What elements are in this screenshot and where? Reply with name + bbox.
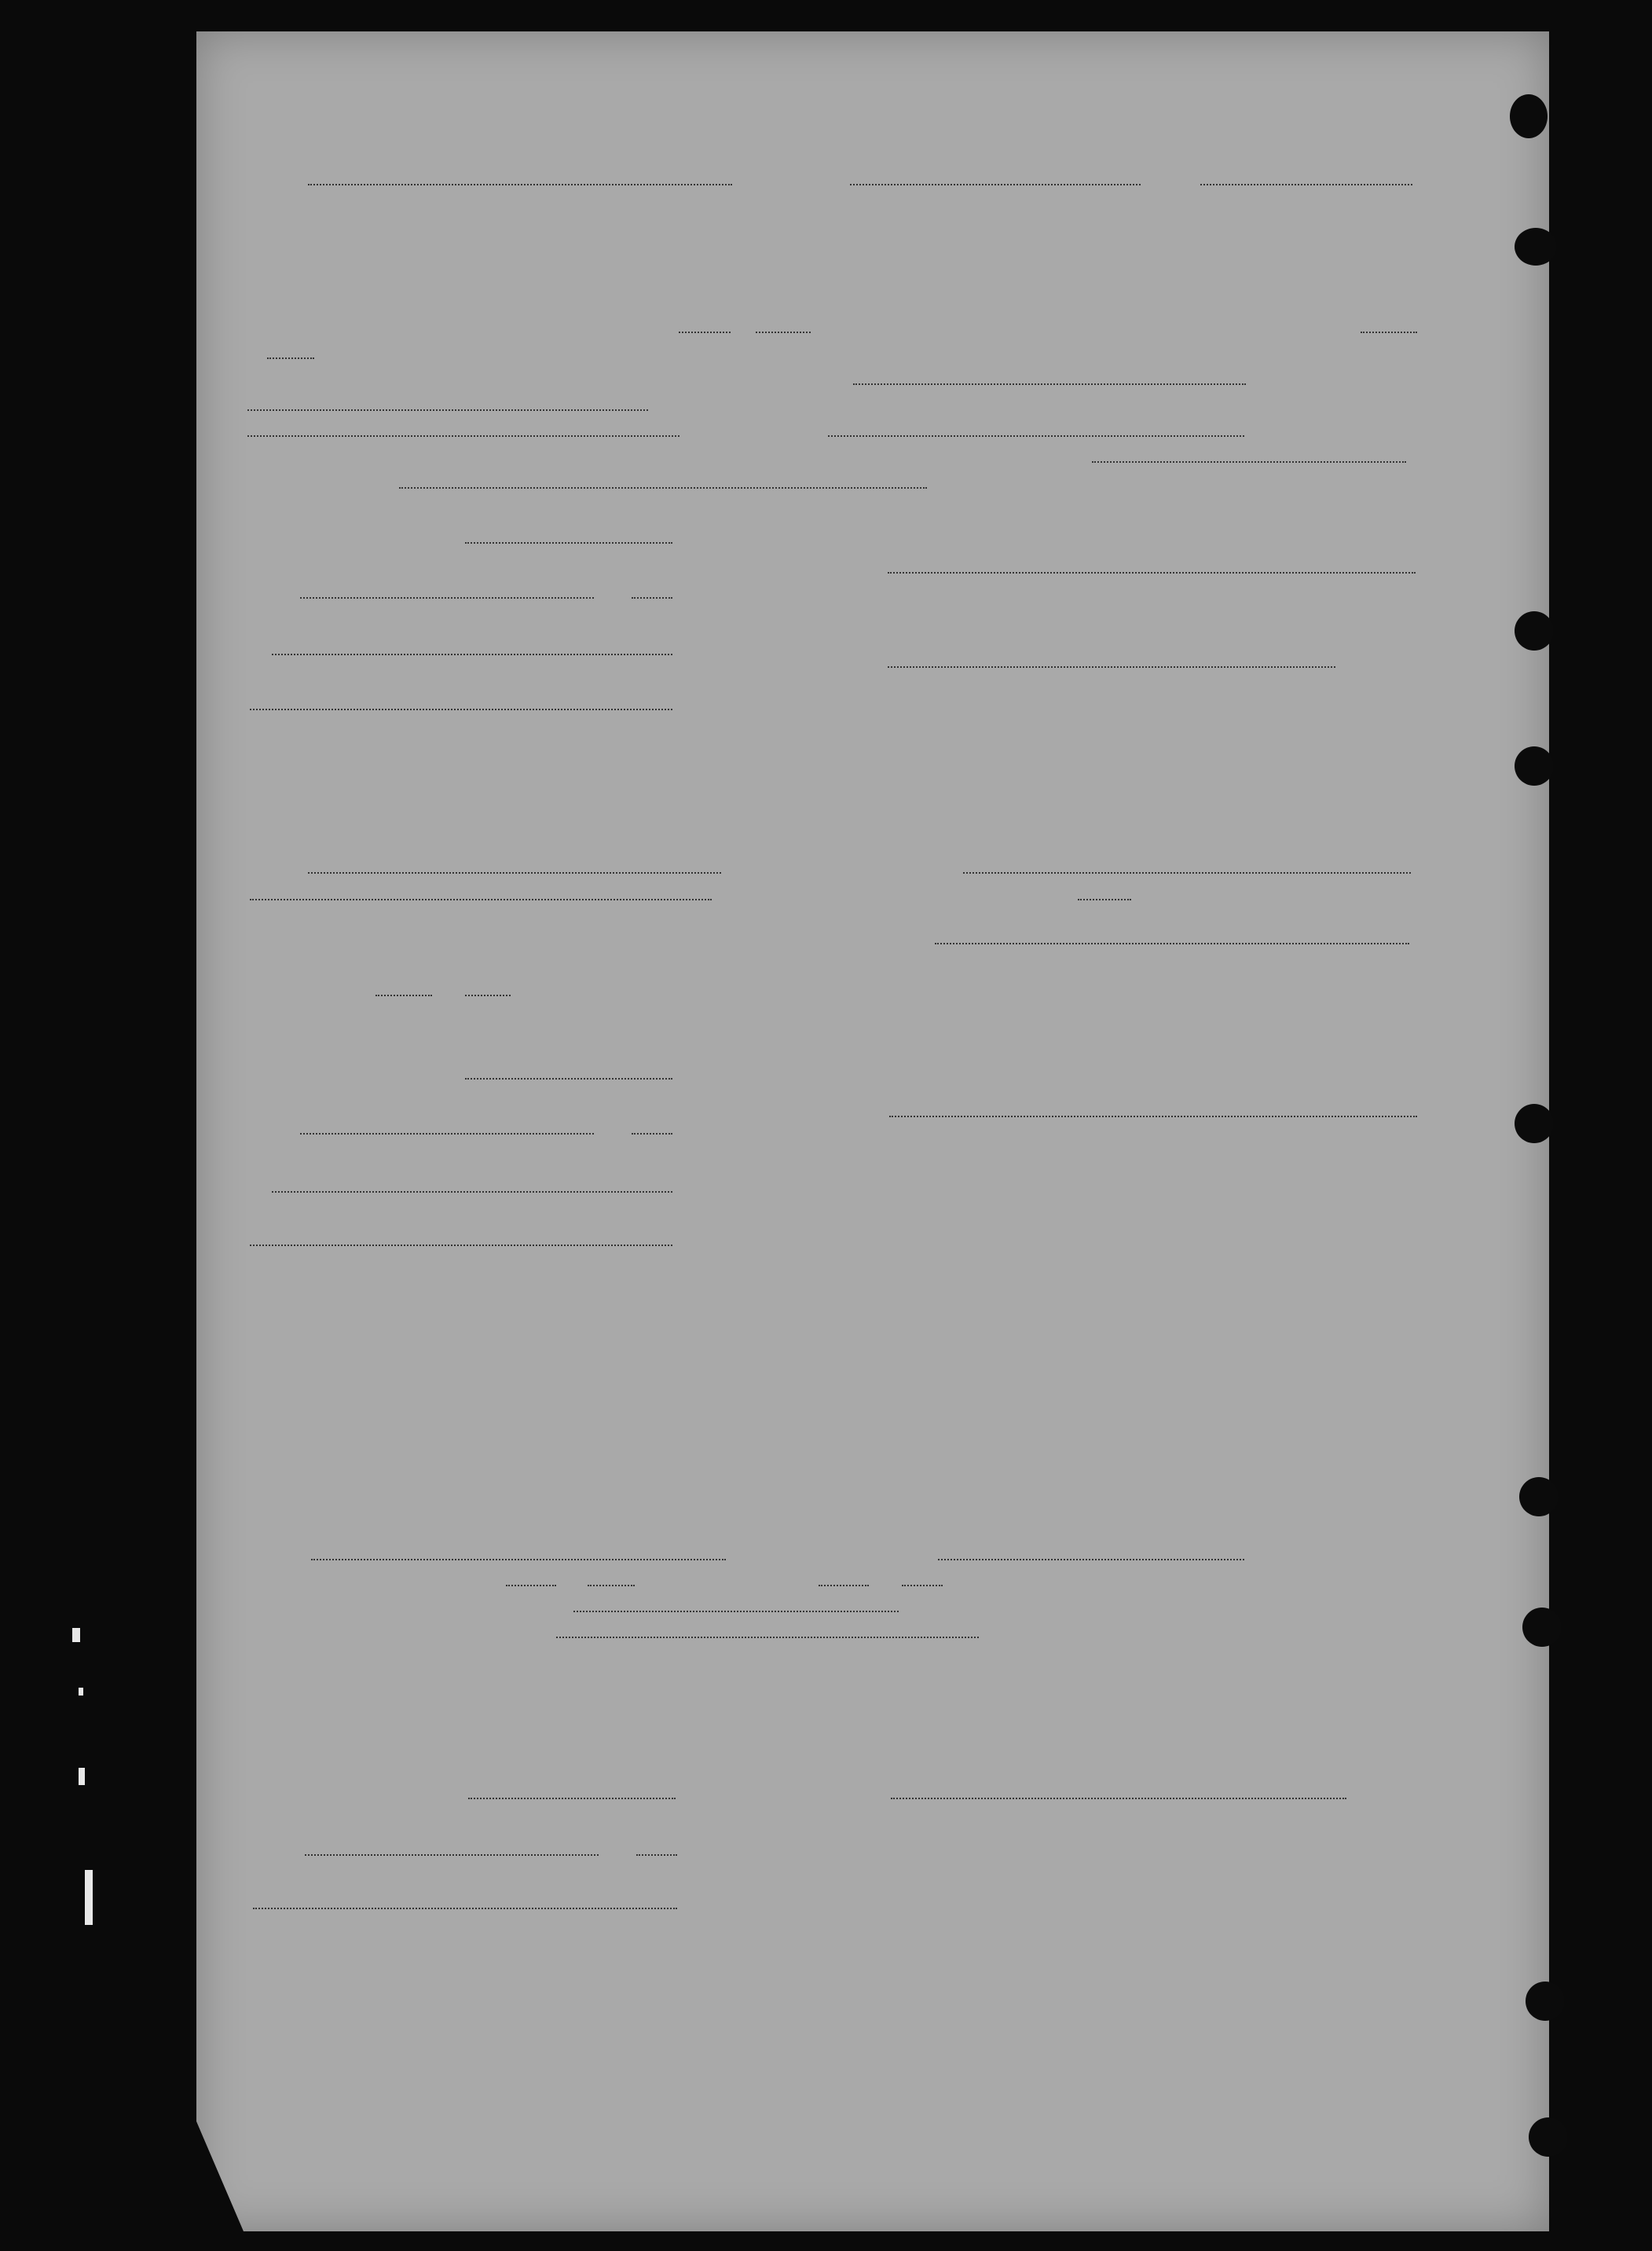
sworn-date-blank-3[interactable]	[468, 1796, 676, 1799]
boarding-port-blank[interactable]	[556, 1635, 979, 1638]
list-from-blank[interactable]	[679, 330, 731, 333]
port-blank[interactable]	[573, 1609, 899, 1612]
deputy-signature-blank[interactable]	[253, 1906, 677, 1909]
master-ship-blank[interactable]	[938, 1557, 1244, 1560]
year-blank-2[interactable]	[632, 1131, 672, 1135]
ship-name-blank[interactable]	[850, 182, 1141, 185]
day-month-blank-3[interactable]	[305, 1853, 599, 1856]
manifests-from-blank[interactable]	[819, 1583, 869, 1586]
master-name-blank[interactable]	[311, 1557, 726, 1560]
day-month-blank-2[interactable]	[300, 1131, 594, 1135]
head-tax-address-blank[interactable]	[399, 486, 927, 489]
manifest-from-blank[interactable]	[1361, 330, 1417, 333]
lists-to-blank[interactable]	[588, 1583, 635, 1586]
edge-mark	[72, 1628, 80, 1642]
officer-signature-blank[interactable]	[888, 665, 1335, 668]
signature-blank[interactable]	[888, 570, 1416, 574]
authority-blank[interactable]	[935, 941, 1409, 944]
from-port-blank[interactable]	[1200, 182, 1412, 185]
punch-hole	[1515, 228, 1557, 266]
year-blank-3[interactable]	[636, 1853, 677, 1856]
years-blank[interactable]	[1078, 897, 1131, 900]
surgeon-manifest-from-blank[interactable]	[375, 993, 432, 996]
at-place-blank-2[interactable]	[272, 1190, 672, 1193]
agents-address-blank[interactable]	[828, 434, 1244, 437]
edge-mark	[79, 1688, 83, 1696]
surgeon-name-blank[interactable]	[308, 871, 721, 874]
sworn-date-blank[interactable]	[465, 541, 672, 544]
surgeon-signature-blank[interactable]	[889, 1114, 1417, 1117]
surgeon-manifest-to-blank[interactable]	[465, 993, 511, 996]
edge-mark	[85, 1870, 93, 1925]
officer-name-blank[interactable]	[308, 182, 732, 185]
manifests-to-blank[interactable]	[902, 1583, 943, 1586]
day-month-blank[interactable]	[300, 596, 594, 599]
punch-hole	[1529, 2117, 1568, 2157]
punch-hole	[1526, 1982, 1565, 2021]
at-place-blank[interactable]	[272, 652, 672, 655]
punch-hole	[1522, 1608, 1562, 1647]
edge-mark	[79, 1768, 85, 1785]
year-blank[interactable]	[632, 596, 672, 599]
punch-hole	[1515, 1104, 1554, 1143]
master-signature-blank[interactable]	[891, 1796, 1346, 1799]
punch-hole	[1519, 1477, 1559, 1516]
punch-hole	[1515, 611, 1554, 651]
sworn-date-blank-2[interactable]	[465, 1076, 672, 1080]
inspector-signature-blank-2[interactable]	[250, 1243, 672, 1246]
agents-blank[interactable]	[247, 434, 679, 437]
surgeon-type-blank[interactable]	[250, 897, 712, 900]
owner-blank[interactable]	[853, 382, 1246, 385]
list-to-blank[interactable]	[756, 330, 811, 333]
punch-hole	[1510, 94, 1548, 138]
head-tax-blank[interactable]	[1092, 460, 1406, 463]
surgeon-ship-blank[interactable]	[963, 871, 1411, 874]
lists-from-blank[interactable]	[506, 1583, 556, 1586]
inspector-signature-blank[interactable]	[250, 707, 672, 710]
punch-hole	[1515, 746, 1554, 786]
owner-address-blank[interactable]	[247, 408, 648, 411]
manifest-to-blank[interactable]	[267, 356, 314, 359]
